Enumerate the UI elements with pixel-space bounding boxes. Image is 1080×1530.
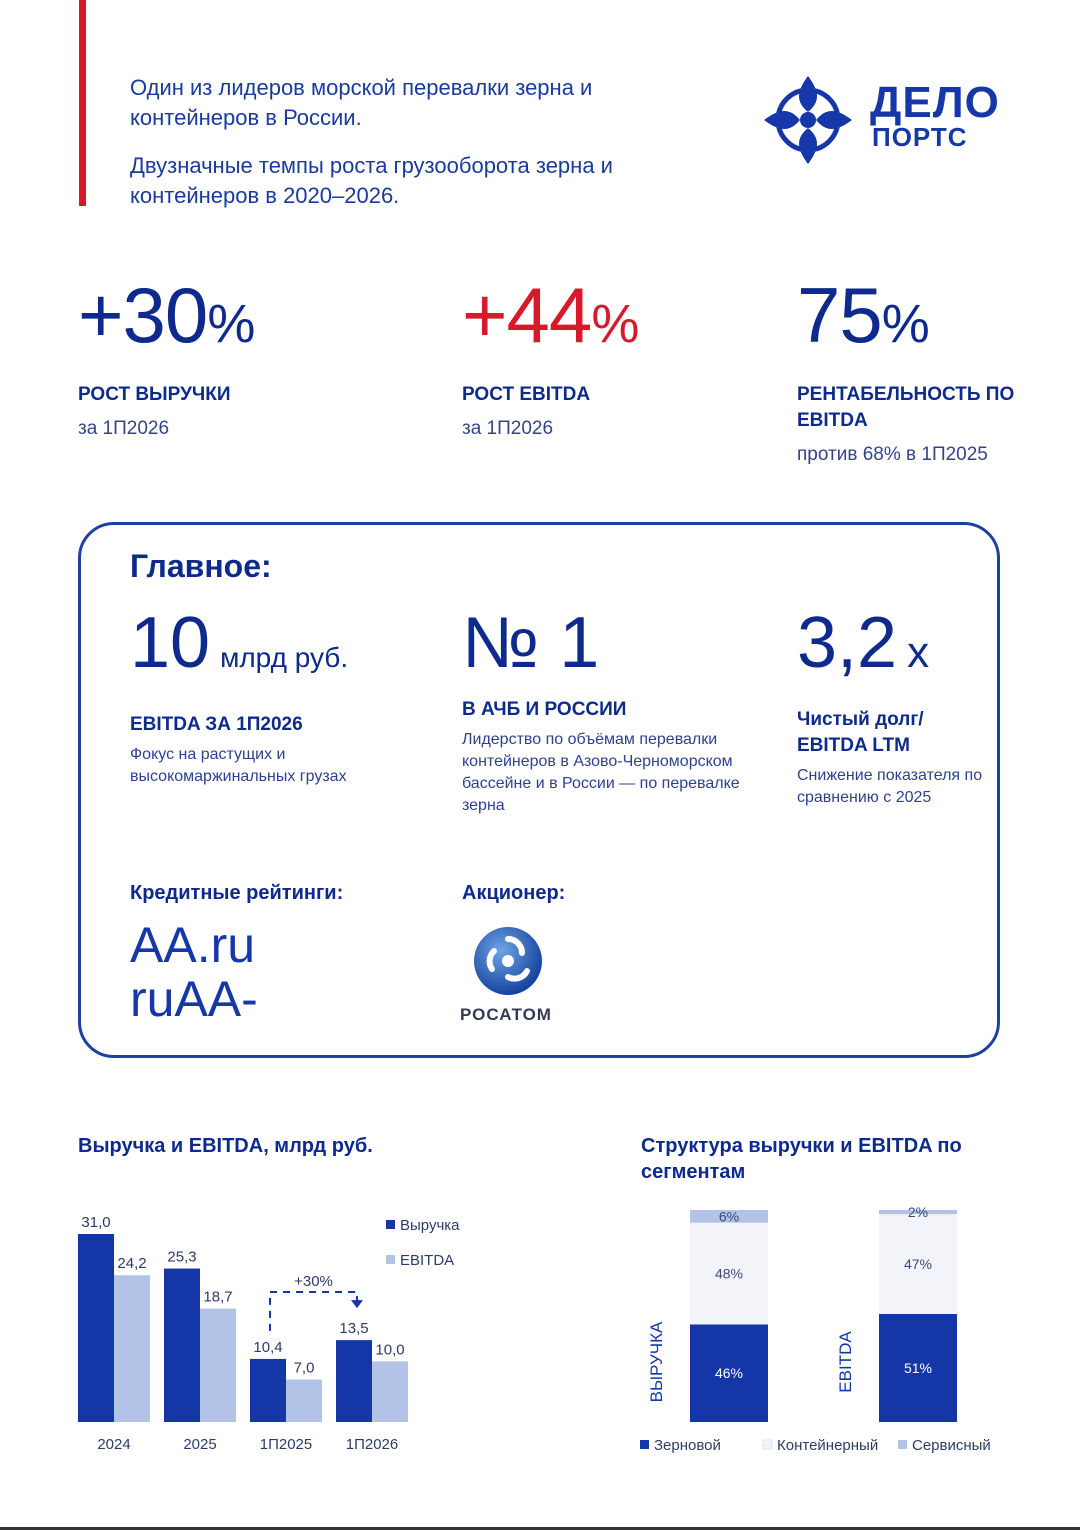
bar-revenue — [250, 1359, 286, 1422]
data-label: 10,4 — [253, 1338, 283, 1356]
highlight-desc: Снижение показателя по сравнению с 2025 — [797, 767, 983, 806]
kpi-ebitda-margin — [797, 271, 1037, 468]
rosatom-logo — [460, 925, 560, 1025]
legend-swatch — [386, 1255, 395, 1264]
kpi-pct: % — [881, 294, 929, 354]
rating-1: AA.ru — [130, 917, 256, 973]
legend-label: EBITDA — [400, 1252, 455, 1269]
bar-ebitda — [372, 1361, 408, 1422]
data-label: 18,7 — [203, 1288, 233, 1306]
intro-line-2: Двузначные темпы роста грузооборота зерна и контейнеров в 2020–2026. — [130, 153, 613, 208]
highlight-label: В АЧБ И РОССИИ — [462, 699, 627, 720]
arrow-down-icon — [351, 1300, 363, 1308]
data-label: 7,0 — [293, 1359, 315, 1377]
legend-swatch — [640, 1440, 649, 1449]
data-label: 25,3 — [167, 1248, 197, 1266]
segment-label: 2% — [907, 1204, 929, 1221]
legend-label: Зерновой — [654, 1437, 721, 1454]
bar-ebitda — [114, 1275, 150, 1422]
legend-label: Сервисный — [912, 1437, 991, 1454]
kpi-label: РОСТ EBITDA — [462, 384, 591, 405]
kpi-pct: % — [591, 294, 639, 354]
highlights-title: Главное: — [130, 548, 272, 584]
bar-revenue — [336, 1340, 372, 1422]
revenue-ebitda-chart — [70, 1200, 490, 1470]
legend-swatch — [763, 1440, 772, 1449]
segments-chart-title: Структура выручки и EBITDA по сегментам — [641, 1135, 962, 1183]
legend-label: Контейнерный — [777, 1437, 879, 1454]
highlight-desc: Фокус на растущих и высокомаржинальных грузах — [130, 746, 347, 785]
kpi-value: +44 — [462, 271, 592, 359]
highlight-label: Чистый долг/ EBITDA LTM — [797, 709, 924, 756]
data-label: 10,0 — [375, 1341, 405, 1359]
intro-line-1: Один из лидеров морской перевалки зерна и контейнеров в России. — [130, 75, 593, 130]
legend-swatch — [898, 1440, 907, 1449]
intro-text — [130, 73, 650, 211]
highlight-ebitda — [130, 605, 430, 788]
data-label: 24,2 — [117, 1255, 147, 1273]
ratings-label: Кредитные рейтинги: — [130, 882, 344, 904]
highlight-desc: Лидерство по объёмам перевалки контейнеров в Азово-Черноморском бассейне и в России — по перевалке зерна — [462, 731, 740, 814]
segment-label: 46% — [714, 1365, 744, 1382]
category-label: ВЫРУЧКА — [647, 1321, 666, 1403]
x-tick-label: 1П2026 — [345, 1436, 399, 1453]
highlight-debt — [797, 605, 987, 809]
highlight-value: 10 — [130, 603, 211, 683]
kpi-ebitda-growth — [462, 271, 762, 442]
x-tick-label: 2024 — [97, 1436, 131, 1453]
kpi-sub: за 1П2026 — [462, 418, 554, 439]
bar-ebitda — [286, 1380, 322, 1422]
legend-swatch — [386, 1220, 395, 1229]
highlight-value: № 1 — [462, 603, 600, 683]
highlight-unit: млрд руб. — [220, 642, 349, 673]
atom-emblem-icon — [472, 925, 544, 997]
kpi-label: РОСТ ВЫРУЧКИ — [78, 384, 231, 405]
bar-revenue — [164, 1269, 200, 1422]
kpi-value: 75 — [797, 271, 882, 359]
bar-revenue — [78, 1234, 114, 1422]
data-label: 13,5 — [339, 1320, 369, 1338]
segment-label: 6% — [718, 1208, 740, 1225]
logo-mark-icon — [760, 72, 856, 168]
ratings-values — [130, 918, 258, 1026]
kpi-sub: против 68% в 1П2025 — [797, 444, 988, 465]
revenue-chart-title: Выручка и EBITDA, млрд руб. — [78, 1135, 373, 1157]
logo-line-2: ПОРТС — [872, 122, 968, 152]
kpi-pct: % — [207, 294, 255, 354]
kpi-sub: за 1П2026 — [78, 418, 170, 439]
accent-bar — [79, 0, 86, 206]
highlight-unit: х — [907, 628, 930, 677]
segments-chart — [630, 1200, 1050, 1470]
rosatom-text: РОСАТОМ — [460, 1005, 552, 1024]
rating-2: ruAA- — [130, 971, 258, 1027]
bar-ebitda — [200, 1309, 236, 1422]
kpi-revenue-growth — [78, 271, 378, 442]
category-label: EBITDA — [836, 1331, 855, 1393]
x-tick-label: 2025 — [183, 1436, 217, 1453]
company-logo — [760, 72, 1010, 172]
data-label: 31,0 — [81, 1214, 111, 1231]
shareholder-label: Акционер: — [462, 882, 566, 904]
highlight-label: EBITDA ЗА 1П2026 — [130, 714, 303, 735]
kpi-label: РЕНТАБЕЛЬНОСТЬ ПО EBITDA — [797, 384, 1015, 431]
legend-label: Выручка — [400, 1217, 460, 1234]
x-tick-label: 1П2025 — [259, 1436, 313, 1453]
growth-annotation: +30% — [294, 1273, 333, 1290]
kpi-value: +30 — [78, 271, 208, 359]
segment-label: 51% — [903, 1359, 933, 1376]
highlight-rank — [462, 605, 762, 817]
segment-label: 47% — [903, 1256, 933, 1273]
logo-line-1: ДЕЛО — [870, 78, 1000, 127]
segment-label: 48% — [714, 1265, 744, 1282]
highlight-value: 3,2 — [797, 603, 898, 683]
